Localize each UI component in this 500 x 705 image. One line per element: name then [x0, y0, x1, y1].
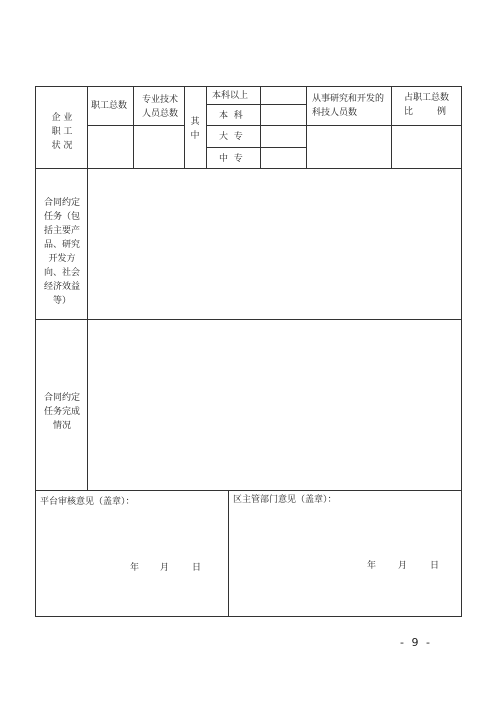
- edu-bachelor: 本 科: [219, 111, 243, 121]
- tech-staff-header: 专业技术 人员总数: [141, 95, 178, 119]
- staff-status-label: 企 业 职 工 状 况: [51, 113, 73, 151]
- ratio-header-line1: 占职工总数: [404, 93, 450, 103]
- district-date-day: 日: [430, 561, 440, 571]
- edu-above-bachelor: 本科以上: [212, 91, 249, 101]
- platform-date-month: 月: [160, 563, 170, 573]
- platform-review-label: 平台审核意见（盖章）：: [40, 497, 135, 507]
- platform-date-day: 日: [192, 563, 202, 573]
- edu-college: 大 专: [219, 132, 243, 142]
- district-date-year: 年: [367, 561, 377, 571]
- ratio-header-li: 例: [437, 107, 447, 117]
- district-review-label: 区主管部门意见（盖章）：: [233, 495, 337, 505]
- page-number: - 9 -: [400, 636, 432, 649]
- ratio-header-bi: 比: [404, 107, 414, 117]
- edu-secondary: 中 专: [219, 154, 243, 164]
- platform-date-year: 年: [130, 563, 140, 573]
- rd-staff-header: 从事研究和开发的 科技人员数: [312, 94, 385, 118]
- task-completion-label: 合同约定 任务完成 情况: [43, 393, 80, 431]
- total-staff-header: 职工总数: [91, 101, 128, 111]
- contract-tasks-label: 合同约定 任务（包 括主要产 品、研究 开发方 向、社会 经济效益 等）: [43, 198, 80, 306]
- among-label: 其 中: [190, 117, 200, 141]
- district-date-month: 月: [398, 561, 408, 571]
